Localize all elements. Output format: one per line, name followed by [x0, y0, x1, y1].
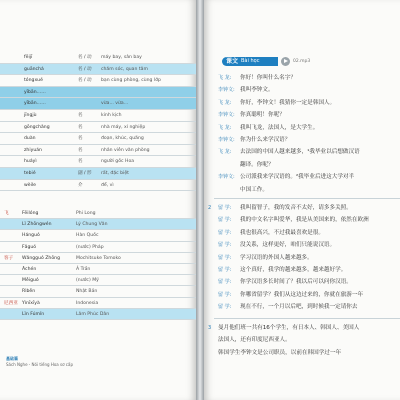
vocab-row — [0, 133, 196, 145]
vocab-meaning: rất, đặc biệt — [101, 170, 129, 176]
name-pinyin: Měiguó — [22, 278, 39, 284]
dialog-line — [204, 301, 400, 313]
vocab-pinyin: jīngjù — [24, 112, 37, 118]
audio-play-icon[interactable] — [281, 57, 290, 66]
name-row — [0, 219, 196, 230]
name-vietnamese: Lâm Phúc Dân — [76, 311, 110, 317]
vocab-pinyin: gōngchǎng — [24, 124, 50, 130]
dialog-text: 我叫留智子，我的发音不太好，请多多关照。 — [240, 205, 352, 211]
name-pinyin: Rìběn — [22, 289, 36, 295]
speaker-label: 留 学: — [218, 254, 232, 261]
name-pinyin: Āchén — [22, 266, 37, 272]
vocab-row — [0, 180, 196, 192]
right-page — [204, 0, 400, 400]
vocab-row — [0, 156, 196, 168]
vocab-meaning: nhân viên văn phòng — [101, 147, 150, 153]
vocab-part-of-speech: 名 / 动 — [78, 66, 92, 72]
dialog-line — [204, 252, 400, 264]
vocab-row — [0, 110, 196, 122]
name-vietnamese: Lý Chung Văn — [76, 222, 108, 228]
reading-paragraph — [208, 322, 400, 359]
vocab-part-of-speech: 名 — [78, 136, 83, 142]
name-row — [0, 275, 196, 286]
vocab-pinyin: wèile — [24, 182, 36, 188]
dialog-two — [204, 202, 400, 314]
book-gutter — [196, 0, 204, 400]
vocab-meaning: người gốc Hoa — [101, 159, 135, 165]
dialog-text: 你学汉语多长时间了？我以后可以问你汉语。 — [240, 279, 352, 286]
vocab-pinyin: tóngxué — [24, 78, 43, 84]
lesson-label-cn: 课文 — [226, 58, 239, 65]
dialog-one — [204, 72, 400, 196]
dialog-text: 中国工作。 — [240, 186, 268, 193]
dialog-line — [204, 276, 400, 288]
vocab-pinyin: fēijī — [24, 55, 33, 60]
vocab-part-of-speech: 名 — [78, 124, 83, 130]
dialog-line — [204, 264, 400, 276]
name-hanzi: 飞 — [4, 211, 9, 216]
speaker-label: 留 学: — [218, 217, 232, 224]
name-row — [0, 242, 196, 253]
dialog-text: 我也很高兴，不过我最喜欢是很。 — [240, 229, 324, 236]
vocab-pinyin: huáyì — [24, 159, 37, 165]
vocab-row — [0, 168, 196, 180]
lesson-badge — [222, 57, 278, 66]
name-vietnamese: (nước) Mỹ — [76, 278, 99, 284]
speaker-label: 留 学: — [218, 279, 232, 286]
dialog-text: 现在不行，一个月以后吧，到时候我一定请你去 — [240, 304, 358, 311]
dialog-line — [204, 289, 400, 301]
dialog-text: 你哪省留学？我们从这边过来的，你就在旅游一年 — [240, 291, 364, 298]
dialog-line — [204, 171, 400, 183]
vocab-row — [0, 52, 196, 64]
name-vietnamese: Hàn Quốc — [76, 233, 99, 239]
name-vietnamese: Nhật Bản — [76, 289, 98, 295]
dialog-text: 公司派我来学汉语的。²我毕业后进这大学对半 — [240, 174, 355, 181]
left-page-footer — [6, 356, 73, 367]
paragraph-line: 曼月他们班一共有16个学生，有日本人、韩国人、美国人 — [218, 325, 360, 331]
dialog-text: 没关系，这样更好，咱们只能说汉语。 — [240, 242, 336, 249]
dialog-line — [204, 214, 400, 226]
speaker-label: 飞 龙: — [218, 99, 232, 106]
name-vietnamese: Mochitsuke Tomoko — [76, 255, 121, 261]
speaker-label: 李钟文: — [218, 174, 235, 181]
name-vietnamese: Ả Trần — [76, 266, 91, 272]
section-number: 2 — [208, 205, 212, 211]
dialog-line — [204, 84, 400, 96]
speaker-label: 李钟文: — [218, 87, 235, 94]
vocab-part-of-speech: 副 / 形 — [78, 170, 92, 176]
name-row — [0, 230, 196, 241]
left-page — [0, 0, 196, 400]
name-row — [0, 286, 196, 297]
name-row — [0, 264, 196, 275]
dialog-text: 我叫飞龙，法国人，是大学生。 — [240, 124, 319, 131]
paragraph-line: 韩国学生李钟文是公司职员，以前在韩国学过一年 — [218, 349, 342, 356]
vocab-part-of-speech: 名 — [78, 147, 83, 153]
speaker-label: 留 学: — [218, 205, 232, 211]
name-row — [0, 208, 196, 219]
section-divider — [214, 198, 400, 199]
dialog-line — [204, 184, 400, 196]
dialog-line — [204, 239, 400, 251]
speaker-label: 留 学: — [218, 291, 232, 298]
vocab-pinyin: yībān…… — [24, 101, 46, 107]
dialog-text: 这个真好，我学的越来越多，越来越好学。 — [240, 266, 347, 273]
vocab-row — [0, 145, 196, 157]
name-pinyin: Fǎguó — [22, 244, 37, 250]
dialog-line — [204, 227, 400, 239]
name-pinyin: Lǐn Fúmǐn — [22, 311, 45, 317]
name-row — [0, 309, 196, 320]
dialog-text: 去法国的中国人越来越多，¹我毕业以后想做汉语 — [240, 149, 360, 156]
dialog-line — [204, 146, 400, 158]
book-subtitle: Sách Nghe - Nói tiếng Hoa sơ cấp — [6, 362, 73, 367]
speaker-label: 留 学: — [218, 229, 232, 236]
row-divider — [0, 319, 196, 320]
vocab-row — [0, 87, 196, 99]
speaker-label: 留 学: — [218, 304, 232, 311]
proper-names-table — [0, 208, 196, 320]
paragraph-line: 法国人，还有印度尼西亚人。 — [218, 337, 291, 344]
audio-track-label: 02.mp3 — [293, 59, 311, 64]
speaker-label: 李钟文: — [218, 136, 235, 143]
vocab-part-of-speech: 名 — [78, 159, 83, 165]
section-divider — [214, 318, 400, 319]
name-pinyin: Lǐ Zhōngwén — [22, 222, 52, 228]
row-divider — [0, 190, 196, 191]
dialog-text: 你为什么来学汉语？ — [240, 136, 291, 143]
vocab-part-of-speech: 介 — [78, 182, 83, 188]
dialog-text: 你真聪明！你呢？ — [240, 112, 285, 119]
name-pinyin: Wǎngguó Zhōng — [22, 255, 60, 261]
vocab-meaning: máy bay, sân bay — [101, 55, 142, 60]
dialog-line — [204, 109, 400, 121]
vocab-part-of-speech: 名 / 动 — [78, 55, 92, 60]
name-pinyin: Yìnīxīyà — [22, 300, 40, 306]
vocab-part-of-speech: 名 — [78, 112, 83, 118]
speaker-label: 留 学: — [218, 242, 232, 249]
vocab-row — [0, 98, 196, 110]
vocab-meaning: nhà máy, xí nghiệp — [101, 124, 146, 130]
vocab-pinyin: tebié — [24, 170, 36, 176]
name-vietnamese: Phi Long — [76, 211, 96, 216]
dialog-line — [204, 159, 400, 171]
dialog-line — [204, 202, 400, 214]
vocab-pinyin: duàn — [24, 136, 36, 142]
vocab-row — [0, 64, 196, 76]
speaker-label: 留 学: — [218, 266, 232, 273]
name-row — [0, 253, 196, 264]
name-row — [0, 298, 196, 309]
vocab-row — [0, 122, 196, 134]
vocab-part-of-speech: 名 / 动 — [78, 78, 92, 84]
dialog-text: 翻译。你呢？ — [240, 161, 274, 168]
vocab-pinyin: zhiyuán — [24, 147, 42, 153]
vocab-meaning: kinh kịch — [101, 112, 122, 118]
speaker-label: 李钟文: — [218, 112, 235, 119]
dialog-text: 你好，李钟文！我猜你一定是韩国人。 — [240, 99, 336, 106]
name-pinyin: Fēilóng — [22, 211, 39, 216]
lesson-label-vn: Bài học — [241, 58, 260, 64]
vocab-pinyin: yībān…… — [24, 89, 46, 95]
name-vietnamese: (nước) Pháp — [76, 244, 104, 250]
speaker-label: 飞 龙: — [218, 75, 232, 81]
dialog-line — [204, 72, 400, 84]
dialog-text: 学习汉语的外国人越来越多。 — [240, 254, 313, 261]
vocab-meaning: bạn cùng phòng, cùng lớp — [101, 78, 161, 84]
dialog-line — [204, 134, 400, 146]
dialog-text: 你好！你叫什么名字？ — [240, 75, 296, 81]
vocab-meaning: chăm sóc, quan tâm — [101, 66, 148, 72]
vocab-pinyin: guānchá — [24, 66, 44, 72]
vocab-meaning: để, vì — [101, 182, 114, 188]
vocab-row — [0, 75, 196, 87]
speaker-label: 飞 龙: — [218, 149, 232, 156]
name-pinyin: Hánguó — [22, 233, 40, 239]
section-number: 3 — [208, 325, 212, 331]
name-hanzi: 尼西亚 — [4, 300, 18, 306]
speaker-label: 飞 龙: — [218, 124, 232, 131]
name-vietnamese: Indonesia — [76, 300, 99, 306]
dialog-text: 我的中文名字叫爱华，我是从美国来的，依然在欧洲 — [240, 217, 369, 224]
vocabulary-table — [0, 52, 196, 191]
name-hanzi: 客子 — [4, 255, 14, 261]
vocab-meaning: đoạn, khúc, quãng — [101, 136, 144, 142]
dialog-text: 我叫李钟文。 — [240, 87, 274, 94]
vocab-meaning: vừa... vừa... — [101, 101, 129, 107]
dialog-line — [204, 97, 400, 109]
page-section-label: 基础篇 — [6, 356, 18, 361]
dialog-line — [204, 122, 400, 134]
